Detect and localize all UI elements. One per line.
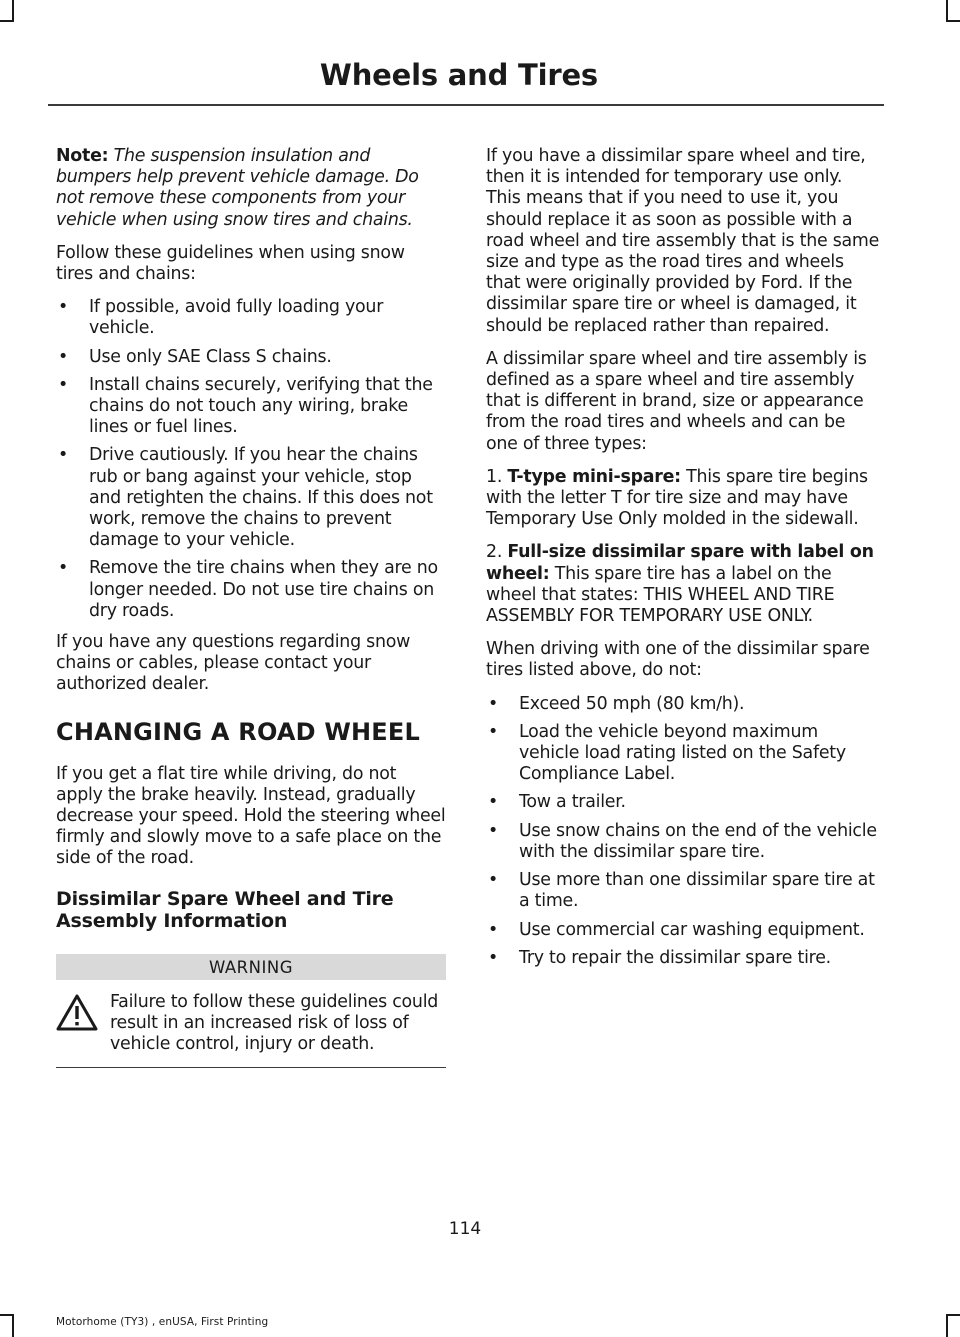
list-item-text: Use commercial car washing equipment. [519,919,865,940]
list-item-text: Use snow chains on the end of the vehicle with the dissimilar spare tire. [519,820,877,862]
bullet-icon: • [58,346,69,367]
bullet-icon: • [488,721,499,742]
left-column [56,146,446,1068]
warning-label: WARNING [56,954,446,980]
list-item-text: Use only SAE Class S chains. [89,346,332,367]
list-item-text: Install chains securely, verifying that the chains do not touch any wiring, brake lines or fuel lines. [89,374,433,438]
bullet-icon: • [58,374,69,395]
list-item [486,694,880,715]
crop-mark-top-left-h [0,20,14,22]
do-not-list [486,694,880,969]
footer-text: Motorhome (TY3) , enUSA, First Printing [56,1316,269,1328]
page-title: Wheels and Tires [319,58,598,92]
crop-mark-top-right-h [946,20,960,22]
list-item [486,792,880,813]
header-divider [48,104,884,106]
bullet-icon: • [58,558,69,579]
flat-tire-paragraph: If you get a flat tire while driving, do not apply the brake heavily. Instead, gradually decrease your speed. Hold the steering wheel firmly and slowly move to a safe place on the side of the road. [56,763,446,869]
type-1-number: 1. [486,466,503,487]
bullet-icon: • [488,947,499,968]
list-item [486,920,880,941]
type-1-label: T-type mini-spare: [507,466,681,487]
list-item-text: Tow a trailer. [519,792,626,813]
definition-paragraph: A dissimilar spare wheel and tire assembly is defined as a spare wheel and tire assembly that is different in brand, size or appearance from the road tires and wheels and can be one of three types: [486,348,867,454]
list-item [486,948,880,969]
list-item-text: Use more than one dissimilar spare tire at a time. [519,870,875,912]
snow-guidelines-intro: Follow these guidelines when using snow tires and chains: [56,242,405,285]
list-item [56,445,446,551]
page-number: 114 [448,1219,482,1239]
right-column [486,146,880,979]
type-2-text: This spare tire has a label on the wheel that states: THIS WHEEL AND TIRE ASSEMBLY FOR TEMPORARY USE ONLY. [486,563,835,627]
list-item [486,870,880,912]
crop-mark-top-left-v [12,0,14,22]
bullet-icon: • [488,820,499,841]
type-1-paragraph [486,467,880,531]
warning-triangle-icon [56,994,98,1032]
list-item-text: Exceed 50 mph (80 km/h). [519,693,745,714]
crop-mark-top-right-v [946,0,948,22]
note-label: Note: [56,146,109,166]
warning-box [56,980,446,1069]
snow-guidelines-list [56,297,446,622]
crop-mark-bottom-right-v [946,1314,948,1337]
list-item [56,347,446,368]
list-item-text: Remove the tire chains when they are no longer needed. Do not use tire chains on dry roads. [89,558,438,621]
bullet-icon: • [488,870,499,891]
note-text: The suspension insulation and bumpers help prevent vehicle damage. Do not remove these components from your vehicle when using snow tires and chains. [56,146,419,230]
bullet-icon: • [58,445,69,466]
type-1-text: This spare tire begins with the letter T for tire size and may have Temporary Use Only molded in the sidewall. [486,466,868,530]
bullet-icon: • [488,792,499,813]
list-item [56,558,446,622]
note-paragraph [56,146,446,231]
bullet-icon: • [488,693,499,714]
crop-mark-bottom-left-h [0,1314,14,1316]
section-heading: CHANGING A ROAD WHEEL [56,717,420,746]
sub-heading: Dissimilar Spare Wheel and Tire Assembly Information [56,887,394,932]
list-item-text: Drive cautiously. If you hear the chains rub or bang against your vehicle, stop and retighten the chains. If this does not work, remove the chains to prevent damage to your vehicle. [89,445,433,551]
list-item [56,375,446,439]
list-item [486,722,880,786]
list-item-text: Try to repair the dissimilar spare tire. [519,947,831,968]
type-2-number: 2. [486,542,503,563]
questions-paragraph: If you have any questions regarding snow chains or cables, please contact your authorized dealer. [56,632,411,695]
list-item [486,821,880,863]
bullet-icon: • [58,297,69,318]
crop-mark-bottom-right-h [946,1314,960,1316]
list-item-text: If possible, avoid fully loading your vehicle. [89,297,384,339]
list-item-text: Load the vehicle beyond maximum vehicle load rating listed on the Safety Compliance Label. [519,721,846,785]
temporary-use-paragraph: If you have a dissimilar spare wheel and tire, then it is intended for temporary use only. This means that if you need to use it, you should replace it as soon as possible with a road wheel and tire assembly that is the same size and type as the road tires and wheels that were originally provided by Ford. If the dissimilar spare tire or wheel is damaged, it should be replaced rather than repaired. [486,146,880,336]
type-2-paragraph [486,542,880,627]
type-2-label: Full-size dissimilar spare with label on wheel: [486,542,874,584]
warning-text: Failure to follow these guidelines could result in an increased risk of loss of vehicle control, injury or death. [110,991,439,1055]
list-item [56,297,446,339]
bullet-icon: • [488,919,499,940]
crop-mark-bottom-left-v [12,1314,14,1337]
driving-intro-paragraph: When driving with one of the dissimilar spare tires listed above, do not: [486,639,870,681]
